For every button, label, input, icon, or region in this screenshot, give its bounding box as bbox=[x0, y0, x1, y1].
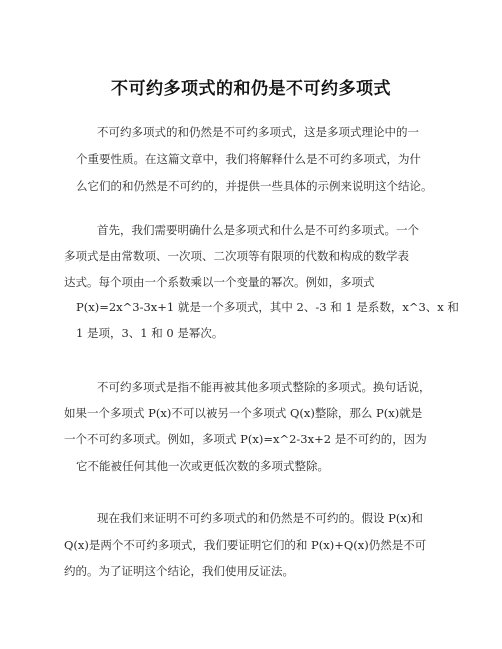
paragraph-line: 达式。每个项由一个系数乘以一个变量的幂次。例如，多项式 bbox=[64, 275, 375, 289]
paragraph-line: 约的。为了证明这个结论，我们使用反证法。 bbox=[64, 564, 294, 578]
paragraph-line: 首先，我们需要明确什么是多项式和什么是不可约多项式。一个 bbox=[97, 223, 419, 237]
paragraph-line: Q(x)是两个不可约多项式，我们要证明它们的和 P(x)+Q(x)仍然是不可 bbox=[64, 538, 427, 552]
paragraph-line: 现在我们来证明不可约多项式的和仍然是不可约的。假设 P(x)和 bbox=[97, 511, 423, 525]
paragraph-line: 么它们的和仍然是不可约的，并提供一些具体的示例来说明这个结论。 bbox=[76, 179, 433, 193]
paragraph-line: 不可约多项式的和仍然是不可约多项式，这是多项式理论中的一 bbox=[97, 125, 419, 139]
paragraph-line: 不可约多项式是指不能再被其他多项式整除的多项式。换句话说， bbox=[97, 380, 431, 394]
paragraph-line: P(x)=2x^3-3x+1 就是一个多项式，其中 2、-3 和 1 是系数，x^3、x 和 bbox=[76, 300, 459, 314]
paragraph-line: 一个不可约多项式。例如，多项式 P(x)=x^2-3x+2 是不可约的，因为 bbox=[64, 432, 427, 446]
document-title: 不可约多项式的和仍是不可约多项式 bbox=[111, 79, 391, 99]
paragraph-line: 个重要性质。在这篇文章中，我们将解释什么是不可约多项式，为什 bbox=[76, 152, 421, 166]
paragraph-line: 1 是项，3、1 和 0 是幂次。 bbox=[76, 326, 224, 340]
paragraph-line: 多项式是由常数项、一次项、二次项等有限项的代数和构成的数学表 bbox=[64, 249, 409, 263]
paragraph-line: 它不能被任何其他一次或更低次数的多项式整除。 bbox=[76, 459, 329, 473]
paragraph-line: 如果一个多项式 P(x)不可以被另一个多项式 Q(x)整除，那么 P(x)就是 bbox=[64, 406, 423, 420]
